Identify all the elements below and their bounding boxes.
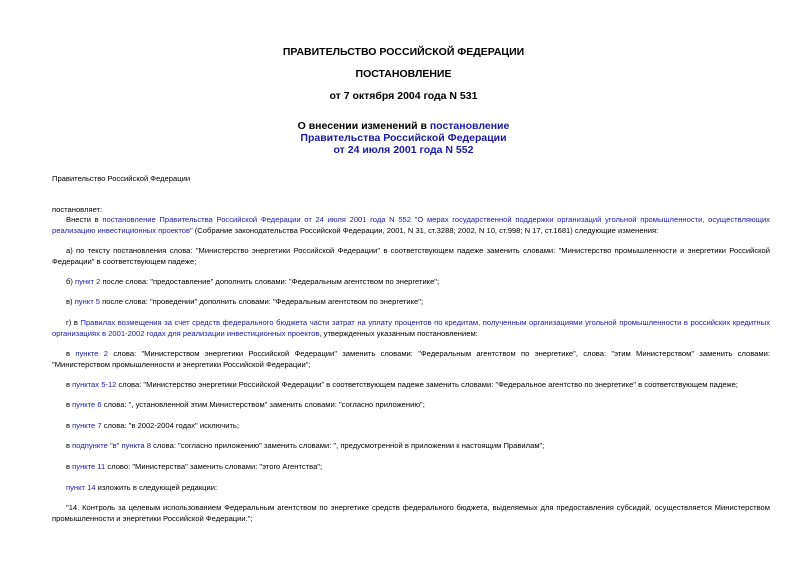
paragraph-new-14: "14. Контроль за целевым использованием Федеральным агентством по энергетике средств федерального бюджета, выделяемых для предоставления субсидий, осуществляется Министерством промышленности и энергетики Российской Федерации."; <box>52 503 770 523</box>
link-rules[interactable]: Правилах возмещения за счет средств федерального бюджета части затрат на уплату процентов по кредитам, полученным организациями угольной промышленности в российских кредитных организациях в 2001-2002 годах для реализации инвестиционных проектов <box>52 318 770 338</box>
link-item-5[interactable]: пункт 5 <box>74 297 101 306</box>
p10-text-b: слова: ", установленной этим Министерством" заменить словами: "согласно приложению"; <box>101 400 425 409</box>
p9-text-a: в <box>66 380 73 389</box>
paragraph-items-5-12 <box>52 379 770 390</box>
title-link-3[interactable]: от 24 июля 2001 года N 552 <box>333 144 474 156</box>
link-subclause-8v[interactable]: подпункте "в" пункта 8 <box>72 441 151 450</box>
p12-text-b: слова: "согласно приложению" заменить словами: ", предусмотренной в приложении к настоящим Правилам"; <box>151 441 545 450</box>
link-clause-14[interactable]: пункт 14 <box>66 483 96 492</box>
link-clause-7[interactable]: пункте 7 <box>72 421 102 430</box>
p9-text-b: слова: "Министерство энергетики Российской Федерации" в соответствующем падеже заменить словами: "Федеральное агентство по энергетике" в соответствующем падеже; <box>116 380 738 389</box>
date-number-heading: от 7 октября 2004 года N 531 <box>329 90 478 102</box>
p12-text-a: в <box>66 441 73 450</box>
paragraph-item-11 <box>52 461 770 472</box>
link-clause-2[interactable]: пункте 2 <box>75 349 109 358</box>
p5-text-a: б) <box>66 277 75 286</box>
paragraph-item-7 <box>52 420 770 431</box>
paragraph-item-8 <box>52 440 770 451</box>
paragraph-v <box>52 296 770 307</box>
link-clause-11[interactable]: пункте 11 <box>72 462 106 471</box>
paragraph-resolves: постановляет: <box>52 205 103 214</box>
p14-text-b: изложить в следующей редакции: <box>95 483 218 492</box>
link-resolution-552[interactable]: постановление Правительства Российской Федерации от 24 июля 2001 года N 552 "О мерах государственной поддержки организаций угольной промышленности, осуществляющих реализацию инвестиционных проектов" <box>52 215 770 235</box>
p6-text-a: в) <box>66 297 75 306</box>
government-heading: ПРАВИТЕЛЬСТВО РОССИЙСКОЙ ФЕДЕРАЦИИ <box>282 46 525 58</box>
paragraph-g <box>52 317 770 339</box>
p7-text-b: , утвержденных указанным постановлением: <box>319 329 478 338</box>
p7-text-a: г) в <box>66 318 81 327</box>
link-clause-6[interactable]: пункте 6 <box>72 400 102 409</box>
p13-text-a: в <box>66 462 73 471</box>
paragraph-item-14 <box>52 482 770 493</box>
p11-text-a: в <box>66 421 73 430</box>
link-item-2[interactable]: пункт 2 <box>75 277 101 286</box>
p10-text-a: в <box>66 400 73 409</box>
link-clauses-5-12[interactable]: пунктах 5-12 <box>72 380 117 389</box>
p3-text-a: Внести в <box>66 215 103 224</box>
doc-type-heading: ПОСТАНОВЛЕНИЕ <box>355 68 452 80</box>
p6-text-b: после слова: "проведении" дополнить словами: "Федеральным агентством по энергетике"; <box>100 297 424 306</box>
p13-text-b: слово: "Министерства" заменить словами: "этого Агентства"; <box>105 462 323 471</box>
paragraph-b <box>52 276 770 287</box>
p11-text-b: слова: "в 2002-2004 годах" исключить; <box>101 421 239 430</box>
title-prefix: О внесении изменений в <box>297 120 430 132</box>
p3-text-b: (Собрание законодательства Российской Федерации, 2001, N 31, ст.3288; 2002, N 10, ст.998; N 17, ст.1681) следующие изменения: <box>192 226 659 235</box>
title-link-1[interactable]: постановление <box>429 120 510 132</box>
paragraph-item-2 <box>52 348 770 370</box>
p5-text-b: после слова: "предоставление" дополнить словами: "Федеральным агентством по энергетике"; <box>100 277 440 286</box>
paragraph-a: а) по тексту постановления слова: "Министерство энергетики Российской Федерации" в соответствующем падеже заменить словами: "Министерство промышленности и энергетики Российской Федерации" в соответствующем падеже; <box>52 246 770 266</box>
p8-text-b: слова: "Министерством энергетики Российской Федерации" заменить словами: "Федеральным агентством по энергетике", слова: "этим Министерством" заменить словами: "Министерством промышленности и энергетики Российской Федерации"; <box>52 349 770 369</box>
paragraph-government: Правительство Российской Федерации <box>52 174 191 183</box>
p8-text-a: в <box>66 349 76 358</box>
title-line-1 <box>0 120 807 132</box>
title-link-2[interactable]: Правительства Российской Федерации <box>300 132 507 144</box>
paragraph-amend <box>52 214 770 236</box>
paragraph-item-6 <box>52 399 770 410</box>
